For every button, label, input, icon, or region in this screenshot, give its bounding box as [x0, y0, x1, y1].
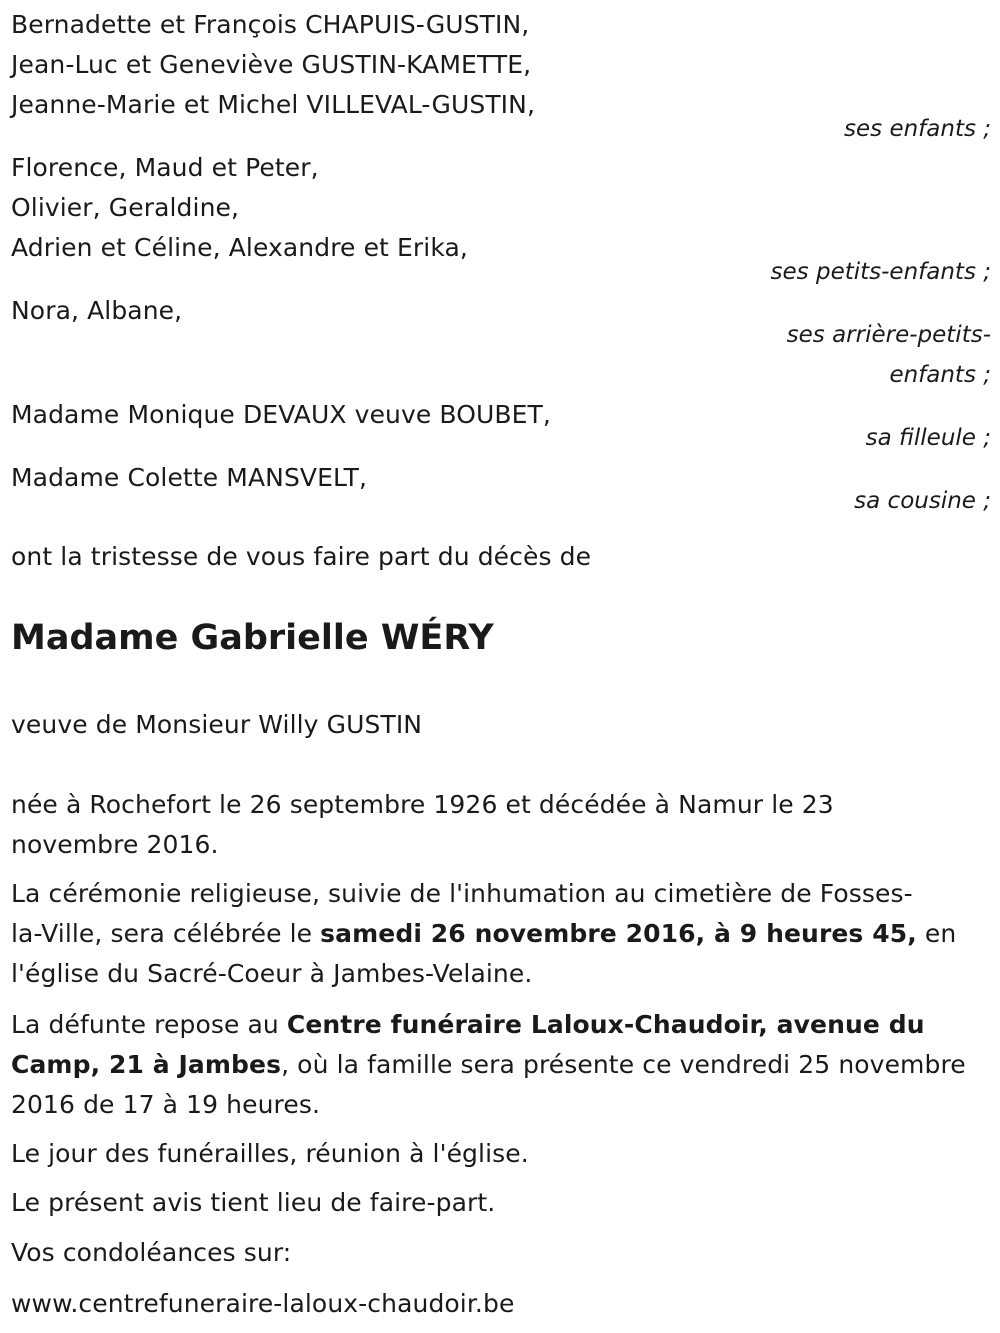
family-grandchild-line: Florence, Maud et Peter, [11, 153, 319, 182]
repose-text: La défunte repose au [11, 1010, 287, 1039]
cousin-line: Madame Colette MANSVELT, [11, 463, 368, 492]
funeral-center-name: Centre funéraire Laloux-Chaudoir, avenue du [286, 1010, 925, 1039]
repose-text: , où la famille sera présente ce vendredi 25 novembre [281, 1050, 966, 1079]
family-child-line: Jean-Luc et Geneviève GUSTIN-KAMETTE, [11, 50, 532, 79]
family-grandchild-line: Adrien et Céline, Alexandre et Erika, [11, 233, 468, 262]
funeral-day-line: Le jour des funérailles, réunion à l'église. [11, 1139, 529, 1168]
widow-of-line: veuve de Monsieur Willy GUSTIN [11, 710, 423, 739]
birth-death-line: novembre 2016. [11, 830, 219, 859]
grandchildren-role: ses petits-enfants ; [770, 259, 991, 285]
deceased-name: Madame Gabrielle WÉRY [11, 618, 494, 658]
great-grandchildren-role: enfants ; [889, 362, 991, 388]
family-child-line: Jeanne-Marie et Michel VILLEVAL-GUSTIN, [11, 90, 536, 119]
ceremony-line [11, 914, 956, 954]
goddaughter-line: Madame Monique DEVAUX veuve BOUBET, [11, 400, 551, 429]
family-grandchild-line: Olivier, Geraldine, [11, 193, 240, 222]
children-role: ses enfants ; [844, 116, 991, 142]
funeral-center-address: Camp, 21 à Jambes [11, 1050, 282, 1079]
notice-line: Le présent avis tient lieu de faire-part. [11, 1188, 496, 1217]
ceremony-line: l'église du Sacré-Coeur à Jambes-Velaine. [11, 959, 533, 988]
family-great-grandchild-line: Nora, Albane, [11, 296, 183, 325]
repose-line [11, 1005, 925, 1045]
great-grandchildren-role: ses arrière-petits- [786, 322, 991, 348]
announcement-intro: ont la tristesse de vous faire part du décès de [11, 542, 592, 571]
repose-line [11, 1045, 966, 1085]
repose-line: 2016 de 17 à 19 heures. [11, 1090, 321, 1119]
ceremony-text: en [916, 919, 957, 948]
condolences-website: www.centrefuneraire-laloux-chaudoir.be [11, 1289, 515, 1318]
cousin-role: sa cousine ; [854, 488, 991, 514]
ceremony-date: samedi 26 novembre 2016, à 9 heures 45, [320, 919, 917, 948]
ceremony-line: La cérémonie religieuse, suivie de l'inhumation au cimetière de Fosses- [11, 879, 913, 908]
ceremony-text: la-Ville, sera célébrée le [11, 919, 321, 948]
condolences-label: Vos condoléances sur: [11, 1238, 292, 1267]
birth-death-line: née à Rochefort le 26 septembre 1926 et décédée à Namur le 23 [11, 790, 834, 819]
goddaughter-role: sa filleule ; [865, 425, 991, 451]
family-child-line: Bernadette et François CHAPUIS-GUSTIN, [11, 10, 530, 39]
